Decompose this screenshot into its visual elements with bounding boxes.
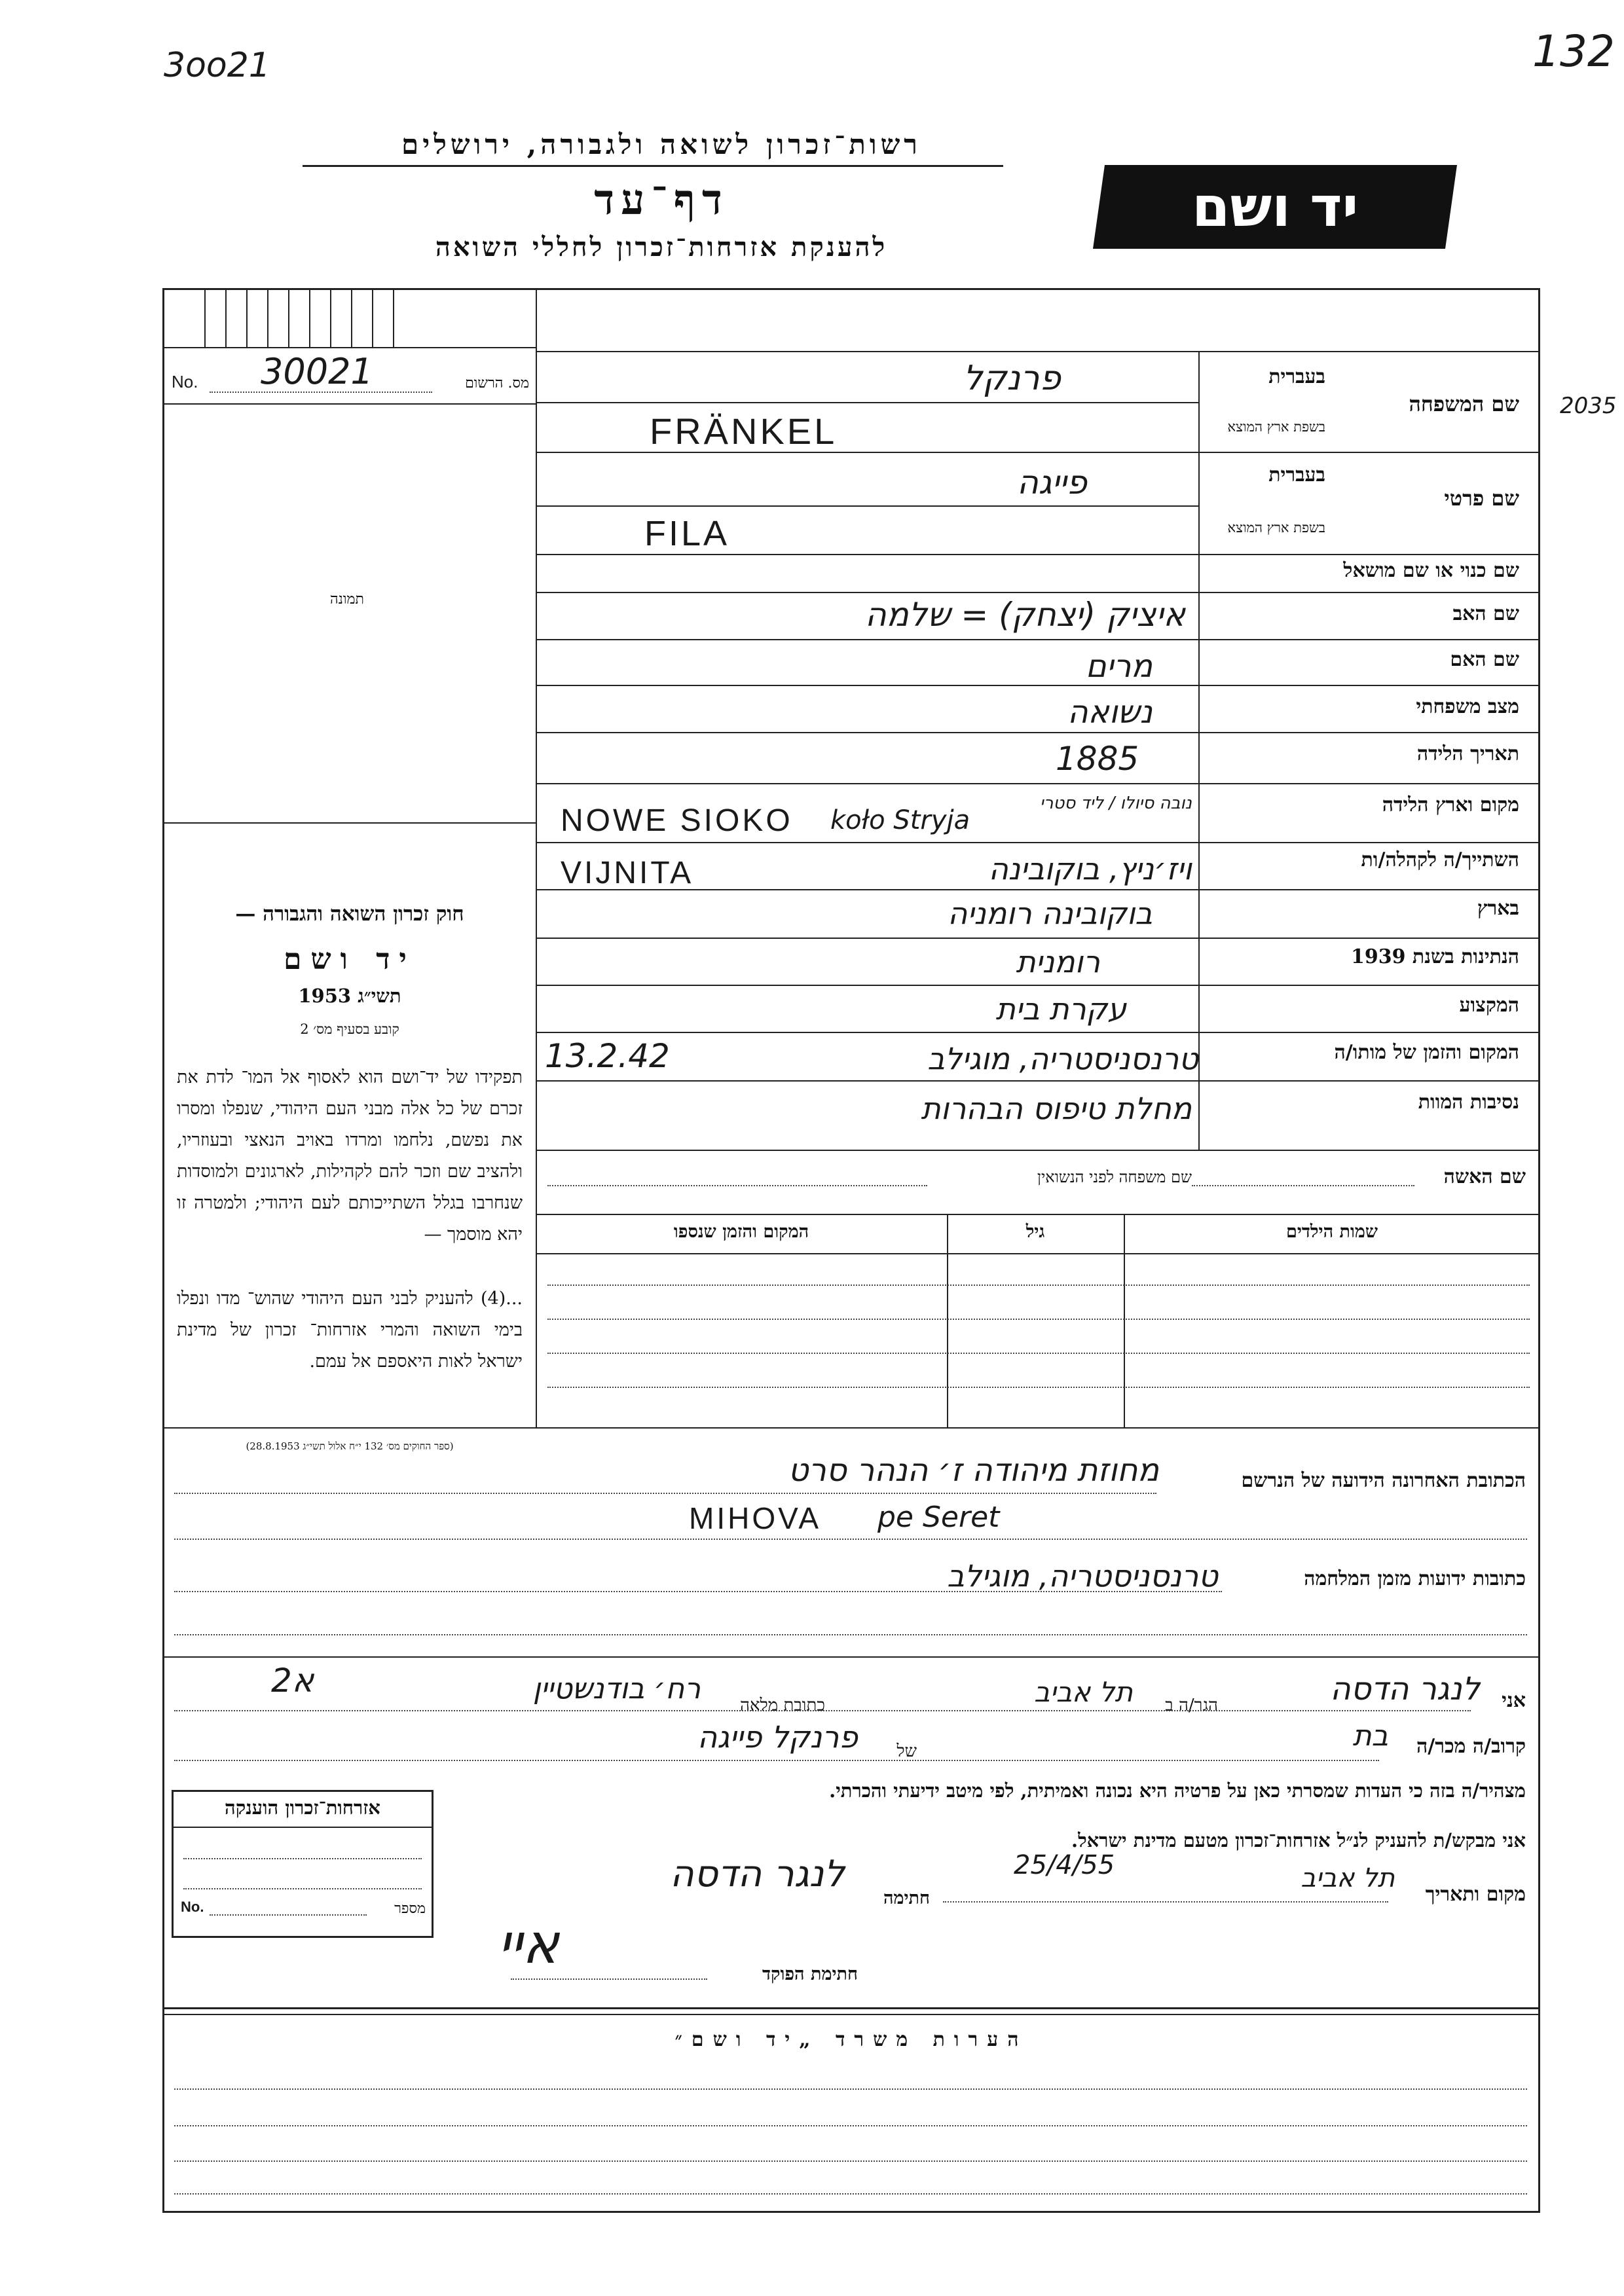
full-address-value: רח׳ בודנשטיין (532, 1672, 701, 1705)
community-latin-value: VIJNITA (561, 856, 694, 890)
law-paragraph-2: ...(4) להעניק לבני העם היהודי שהוש־ מדו ונפלו בימי השואה והמרי אזרחות־ זכרון של מדינת ישראל לאות היאספם אל עמם. (177, 1288, 523, 1372)
relation-value: בת (1352, 1719, 1388, 1753)
page-title: דף־עד (594, 175, 729, 225)
authority-title: רשות־זכרון לשואה ולגבורה, ירושלים (401, 128, 921, 160)
clerk-signature-label: חתימת הפוקד (762, 1964, 858, 1984)
profession-label: המקצוע (1459, 994, 1519, 1017)
house-number: 2א (271, 1662, 314, 1700)
request-text: אני מבקש/ת להעניק לנ״ל אזרחות־זכרון מטעם מדינת ישראל. (1071, 1829, 1526, 1851)
declarant-residing-value: תל אביב (1034, 1676, 1133, 1708)
margin-note-top-left: 3oo21 (164, 46, 270, 85)
full-address-label: כתובת מלאה (740, 1696, 825, 1715)
declaration-text: מצהיר/ה בזה כי העדות שמסרתי כאן על פרטיה היא נכונה ואמיתית, לפי מיטב ידיעתי והכרתי. (829, 1779, 1526, 1802)
surname-hebrew-value: פרנקל (963, 359, 1061, 398)
of-value: פרנקל פייגה (697, 1719, 858, 1755)
birth-date-value: 1885 (1056, 740, 1139, 778)
registration-label-en: No. (172, 372, 198, 392)
country-value: בוקובינה רומניה (948, 896, 1153, 931)
death-place-time-label: המקום והזמן של מותו/ה (1334, 1041, 1519, 1064)
children-age-header: גיל (1025, 1222, 1045, 1242)
clerk-signature: איי (498, 1912, 559, 1976)
law-year: תשי״ג 1953 (298, 985, 401, 1007)
yad-vashem-logo (1093, 165, 1457, 249)
citizenship-box-number-label: מספר (394, 1901, 426, 1917)
surname-label: שם המשפחה (1409, 392, 1519, 416)
date-value: 25/4/55 (1014, 1850, 1115, 1880)
law-clause: קובע בסעיף מס׳ 2 (300, 1021, 399, 1037)
last-address-value: מחוזת מיהודה ז׳ הנהר סרט (788, 1452, 1159, 1489)
birth-place-label: מקום וארץ הלידה (1382, 793, 1519, 816)
declarant-residing-label: הגר/ה ב (1165, 1696, 1218, 1715)
declarant-i-label: אני (1502, 1689, 1526, 1712)
community-hebrew-value: ויז׳ניץ, בוקובינה (988, 851, 1192, 886)
of-label: של (896, 1741, 917, 1761)
birth-place-latin-value: NOWE SIOKO (561, 803, 793, 838)
wife-maiden-name-label: שם משפחה לפני הנשואין (1037, 1168, 1192, 1186)
death-place-value: טרנסניסטריה, מוגילב (927, 1041, 1198, 1076)
last-address-note: pe Seret (877, 1501, 1000, 1534)
marital-status-value: נשואה (1067, 694, 1153, 731)
margin-note-right: 2035 (1560, 393, 1617, 419)
place-date-label: מקום ותאריך (1425, 1883, 1526, 1906)
birth-place-note-value: koło Stryja (830, 805, 970, 835)
mother-value: מרים (1085, 648, 1153, 685)
children-place-header: המקום והזמן שנספו (673, 1222, 809, 1242)
citizenship-1939-value: רומנית (1016, 944, 1100, 979)
surname-origin-value: FRÄNKEL (650, 410, 838, 452)
nickname-label: שם כנוי או שם מושאל (1343, 559, 1519, 582)
father-value: איציק (יצחק) = שלמה (865, 596, 1185, 634)
first-name-hebrew-value: פייגה (1017, 464, 1087, 501)
wife-label: שם האשה (1443, 1165, 1526, 1188)
law-heading-yad-vashem: יד ושם (284, 943, 416, 976)
registration-label-he: מס. הרשום (465, 375, 529, 392)
citizenship-1939-label: הנתינות בשנת 1939 (1350, 945, 1519, 968)
relative-label: קרוב/ה מכר/ה (1416, 1735, 1526, 1758)
last-address-latin: MIHOVA (689, 1501, 822, 1535)
profession-value: עקרת בית (995, 991, 1126, 1027)
citizenship-box-no-label: No. (181, 1899, 204, 1915)
law-heading: חוק זכרון השואה והגבורה — (235, 902, 464, 926)
community-label: השתייך/ה לקהלה/ות (1361, 848, 1519, 871)
country-label: בארץ (1477, 897, 1519, 920)
children-names-header: שמות הילדים (1285, 1222, 1378, 1242)
war-address-label: כתובות ידועות מזמן המלחמה (1304, 1567, 1526, 1590)
father-label: שם האב (1452, 602, 1519, 625)
death-date-value: 13.2.42 (545, 1037, 670, 1075)
law-citation: (ספר החוקים מס׳ 132 י״ח אלול תשי״ג 28.8.1953) (246, 1440, 454, 1452)
death-cause-value: מחלת טיפוס הבהרות (921, 1091, 1192, 1126)
signature-label: חתימה (883, 1888, 930, 1908)
first-name-origin-value: FILA (644, 514, 730, 553)
declarant-signature: לנגר הדסה (670, 1853, 845, 1895)
place-value: תל אביב (1301, 1863, 1395, 1893)
birth-date-label: תאריך הלידה (1416, 742, 1519, 765)
marital-status-label: מצב משפחתי (1416, 695, 1519, 718)
page-subtitle: להענקת אזרחות־זכרון לחללי השואה (435, 232, 888, 263)
law-paragraph-1: תפקידו של יד־ושם הוא לאסוף אל המו־ לדת את זכרם של כל אלה מבני העם היהודי, שנפלו ומסרו את נפשם, נלחמו ומרדו באויב הנאצי ובעוזריו, ולהציב שם וזכר להם לקהילות, לארגונים ולמוסדות שנחרבו בגלל השתייכותם לעם היהודי; ולמטרה זו יהא מוסמך — (177, 1067, 523, 1245)
logo-text: יד ושם (1191, 175, 1359, 239)
last-address-label: הכתובת האחרונה הידועה של הנרשם (1241, 1469, 1526, 1492)
birth-place-hebrew-note: נובה סיולו / ליד סטרי (1040, 793, 1192, 813)
office-notes-title: הערות משרד „יד ושם״ (674, 2028, 1028, 2051)
first-name-label: שם פרטי (1444, 486, 1519, 511)
first-name-hebrew-label: בעברית (1268, 464, 1325, 486)
war-address-value: טרנסניסטריה, מוגילב (947, 1558, 1218, 1594)
citizenship-granted-title: אזרחות־זכרון הוענקה (225, 1796, 380, 1819)
mother-label: שם האם (1450, 648, 1519, 671)
photo-label: תמונה (330, 591, 364, 608)
surname-origin-label: בשפת ארץ המוצא (1227, 419, 1325, 435)
registration-number: 30021 (261, 351, 373, 392)
surname-hebrew-label: בעברית (1268, 365, 1325, 388)
first-name-origin-label: בשפת ארץ המוצא (1227, 520, 1325, 536)
declarant-name: לנגר הדסה (1330, 1671, 1480, 1707)
death-cause-label: נסיבות המוות (1418, 1091, 1519, 1114)
margin-note-top-right: 132 (1532, 26, 1615, 77)
